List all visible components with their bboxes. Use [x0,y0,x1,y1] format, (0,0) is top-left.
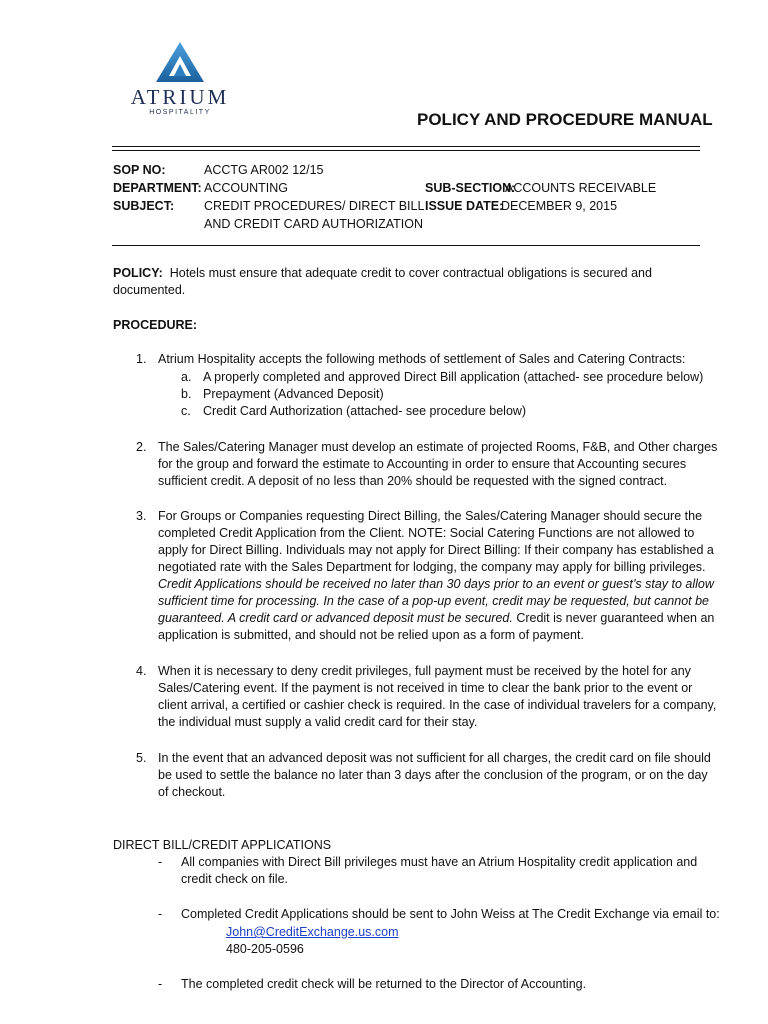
item-4-number: 4. [136,664,147,678]
sop-label: SOP NO: [113,163,166,177]
atrium-logo [120,42,240,122]
item-5-line-3: of checkout. [158,785,226,799]
logo-subtitle-text: HOSPITALITY [149,109,211,116]
item-3-italic-line-3: guaranteed. A credit card or advanced deposit must be secured. [158,611,513,625]
issue-date-label: ISSUE DATE: [425,199,504,213]
logo-triangle-icon [156,42,204,82]
item-2-line-2: for the group and forward the estimate to Accounting in order to ensure that Accounting secures [158,457,687,471]
subject-line-2: AND CREDIT CARD AUTHORIZATION [204,217,423,231]
page-title: POLICY AND PROCEDURE MANUAL [417,110,713,129]
sop-value: ACCTG AR002 12/15 [204,163,324,177]
direct-bill-heading: DIRECT BILL/CREDIT APPLICATIONS [113,838,332,852]
logo-brand-text: ATRIUM [130,85,230,109]
bullet-3-line-1: The completed credit check will be returned to the Director of Accounting. [181,977,587,991]
item-5-number: 5. [136,751,147,765]
bullet-2-dash: - [158,907,163,921]
item-3-line-4: negotiated rate with the Sales Department for lodging, the company may apply for billing privileges. [158,560,706,574]
item-3-italic-line-2: sufficient time for processing. In the case of a pop-up event, credit may be requested, but cannot be [158,594,710,608]
item-1a-letter: a. [181,370,192,384]
issue-date-value: DECEMBER 9, 2015 [501,199,618,213]
policy-line-1: Hotels must ensure that adequate credit to cover contractual obligations is secured and [169,266,652,280]
item-1a-text: A properly completed and approved Direct Bill application (attached- see procedure below) [203,370,704,384]
item-4-line-1: When it is necessary to deny credit privileges, full payment must be received by the hotel for any [158,664,691,678]
procedure-heading: PROCEDURE: [113,318,198,332]
item-1b-letter: b. [181,387,192,401]
item-5-line-1: In the event that an advanced deposit was not sufficient for all charges, the credit card on file should [158,751,711,765]
department-label: DEPARTMENT: [113,181,202,195]
item-3-line-7 [158,611,714,625]
policy-paragraph [113,265,703,299]
item-4-line-4: the individual must supply a valid credit card for their stay. [158,715,478,729]
subsection-label: SUB-SECTION: [425,181,516,195]
policy-label: POLICY: [113,266,163,280]
bullet-1-dash: - [158,855,163,869]
item-3-last-line: application is submitted, and should not be relied upon as a form of payment. [158,628,584,642]
bullet-1-line-2: credit check on file. [181,872,288,886]
item-4-line-2: Sales/Catering event. If the payment is not received in time to clear the bank prior to the event or [158,681,693,695]
item-3-line-3: apply for Direct Billing. Individuals may not apply for Direct Billing: If their company has established a [158,543,714,557]
credit-exchange-phone: 480-205-0596 [226,942,304,956]
top-rule-2 [112,150,700,151]
item-3-number: 3. [136,509,147,523]
item-1c-letter: c. [181,404,191,418]
item-4-line-3: client arrival, a certified or cashier check is required. In the case of individual travelers for a company, [158,698,717,712]
item-3-line-7-tail: Credit is never guaranteed when an [512,611,715,625]
subsection-value: ACCOUNTS RECEIVABLE [505,181,657,195]
item-3-line-2: completed Credit Application from the Client. NOTE: Social Catering Functions are not allowed to [158,526,695,540]
item-2-line-1: The Sales/Catering Manager must develop an estimate of projected Rooms, F&B, and Other charges [158,440,718,454]
bullet-3-dash: - [158,977,163,991]
header-bottom-rule [112,245,700,246]
department-value: ACCOUNTING [204,181,289,195]
top-rule-1 [112,146,700,147]
item-2-line-3: sufficient credit. A deposit of no less than 20% should be requested with the signed contract. [158,474,668,488]
item-1-text: Atrium Hospitality accepts the following methods of settlement of Sales and Catering Contracts: [158,352,686,366]
item-5-line-2: be used to settle the balance no later than 3 days after the conclusion of the program, or on the day [158,768,708,782]
item-1b-text: Prepayment (Advanced Deposit) [203,387,384,401]
item-2-number: 2. [136,440,147,454]
subject-line-1: CREDIT PROCEDURES/ DIRECT BILL [204,199,425,213]
item-1c-text: Credit Card Authorization (attached- see procedure below) [203,404,527,418]
item-3-line-1: For Groups or Companies requesting Direct Billing, the Sales/Catering Manager should secure the [158,509,703,523]
item-1-number: 1. [136,352,147,366]
bullet-1-line-1: All companies with Direct Bill privileges must have an Atrium Hospitality credit application and [181,855,698,869]
item-3-italic-line-1: Credit Applications should be received no later than 30 days prior to an event or guest’s stay to allow [158,577,714,591]
subject-label: SUBJECT: [113,199,175,213]
bullet-2-line-1: Completed Credit Applications should be sent to John Weiss at The Credit Exchange via email to: [181,907,720,921]
policy-line-2: documented. [113,283,186,297]
credit-exchange-email-link[interactable]: John@CreditExchange.us.com [226,925,399,939]
